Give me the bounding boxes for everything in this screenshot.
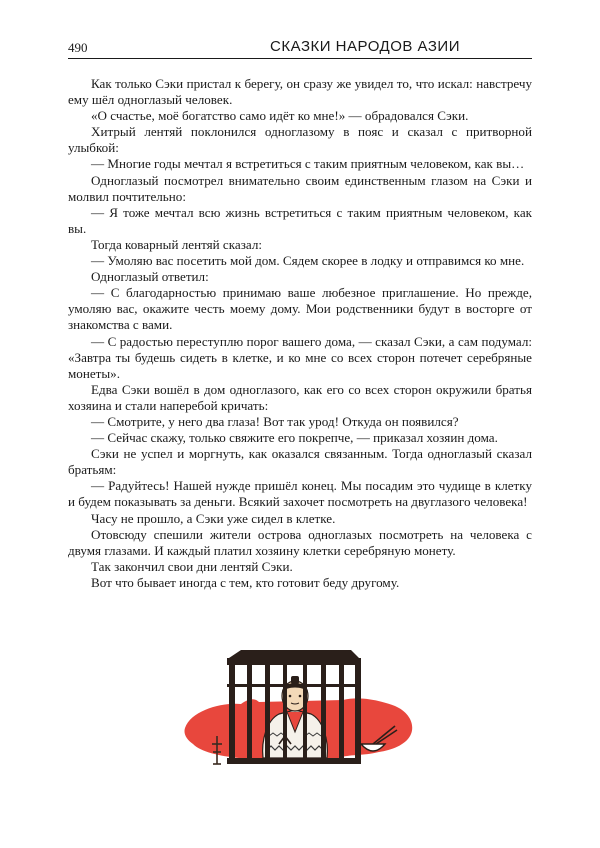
paragraph: Одноглазый посмотрел внимательно своим единственным глазом на Сэки и молвил почтительно:: [68, 172, 532, 204]
paragraph: — С радостью переступлю порог вашего дома, — сказал Сэки, а сам подумал: «Завтра ты будешь сидеть в клетке, и ко мне со всех сторон потечет серебряные монеты».: [68, 333, 532, 381]
cage-roof: [229, 650, 359, 658]
paragraph: — Я тоже мечтал всю жизнь встретиться с таким приятным человеком, как вы.: [68, 204, 532, 236]
paragraph: Тогда коварный лентяй сказал:: [91, 236, 262, 252]
paragraph: — Смотрите, у него два глаза! Вот так урод! Откуда он появился?: [91, 413, 459, 429]
running-title: СКАЗКИ НАРОДОВ АЗИИ: [270, 38, 460, 55]
story-text: [68, 76, 532, 591]
paragraph: Вот что бывает иногда с тем, кто готовит беду другому.: [91, 574, 400, 590]
paragraph: — С благодарностью принимаю ваше любезное приглашение. Но прежде, умоляю вас, окажите честь моему дому. Мои родственники будут в восторге от знакомства с вами.: [68, 285, 532, 333]
page-number: 490: [68, 40, 88, 55]
paragraph: Так закончил свои дни лентяй Сэки.: [91, 558, 293, 574]
paragraph: — Многие годы мечтал я встретиться с таким приятным человеком, как вы…: [91, 156, 525, 172]
paragraph: Хитрый лентяй поклонился одноглазому в пояс и сказал с притворной улыбкой:: [68, 124, 532, 156]
paragraph: «О счастье, моё богатство само идёт ко мне!» — обрадовался Сэки.: [91, 108, 469, 124]
paragraph: — Умоляю вас посетить мой дом. Сядем скорее в лодку и отправимся ко мне.: [91, 253, 525, 269]
header-rule: [68, 58, 532, 59]
paragraph: Одноглазый ответил:: [91, 269, 209, 285]
paragraph: Отовсюду спешили жители острова одноглазых посмотреть на человека с двумя глазами. И каждый платил хозяину клетки серебряную монету.: [68, 526, 532, 558]
caged-man-illustration: [183, 640, 415, 776]
paragraph: Как только Сэки пристал к берегу, он сразу же увидел то, что искал: навстречу ему шёл одноглазый человек.: [68, 76, 532, 108]
paragraph: — Сейчас скажу, только свяжите его покрепче, — приказал хозяин дома.: [91, 430, 498, 446]
paragraph: Часу не прошло, а Сэки уже сидел в клетке.: [91, 510, 336, 526]
paragraph: Сэки не успел и моргнуть, как оказался связанным. Тогда одноглазый сказал братьям:: [68, 446, 532, 478]
paragraph: Едва Сэки вошёл в дом одноглазого, как его со всех сторон окружили братья хозяина и стали наперебой кричать:: [68, 381, 532, 413]
paragraph: — Радуйтесь! Нашей нужде пришёл конец. Мы посадим это чудище в клетку и будем показывать за деньги. Всякий захочет посмотреть на двуглазого человека!: [68, 478, 532, 510]
page-header: [68, 38, 532, 58]
